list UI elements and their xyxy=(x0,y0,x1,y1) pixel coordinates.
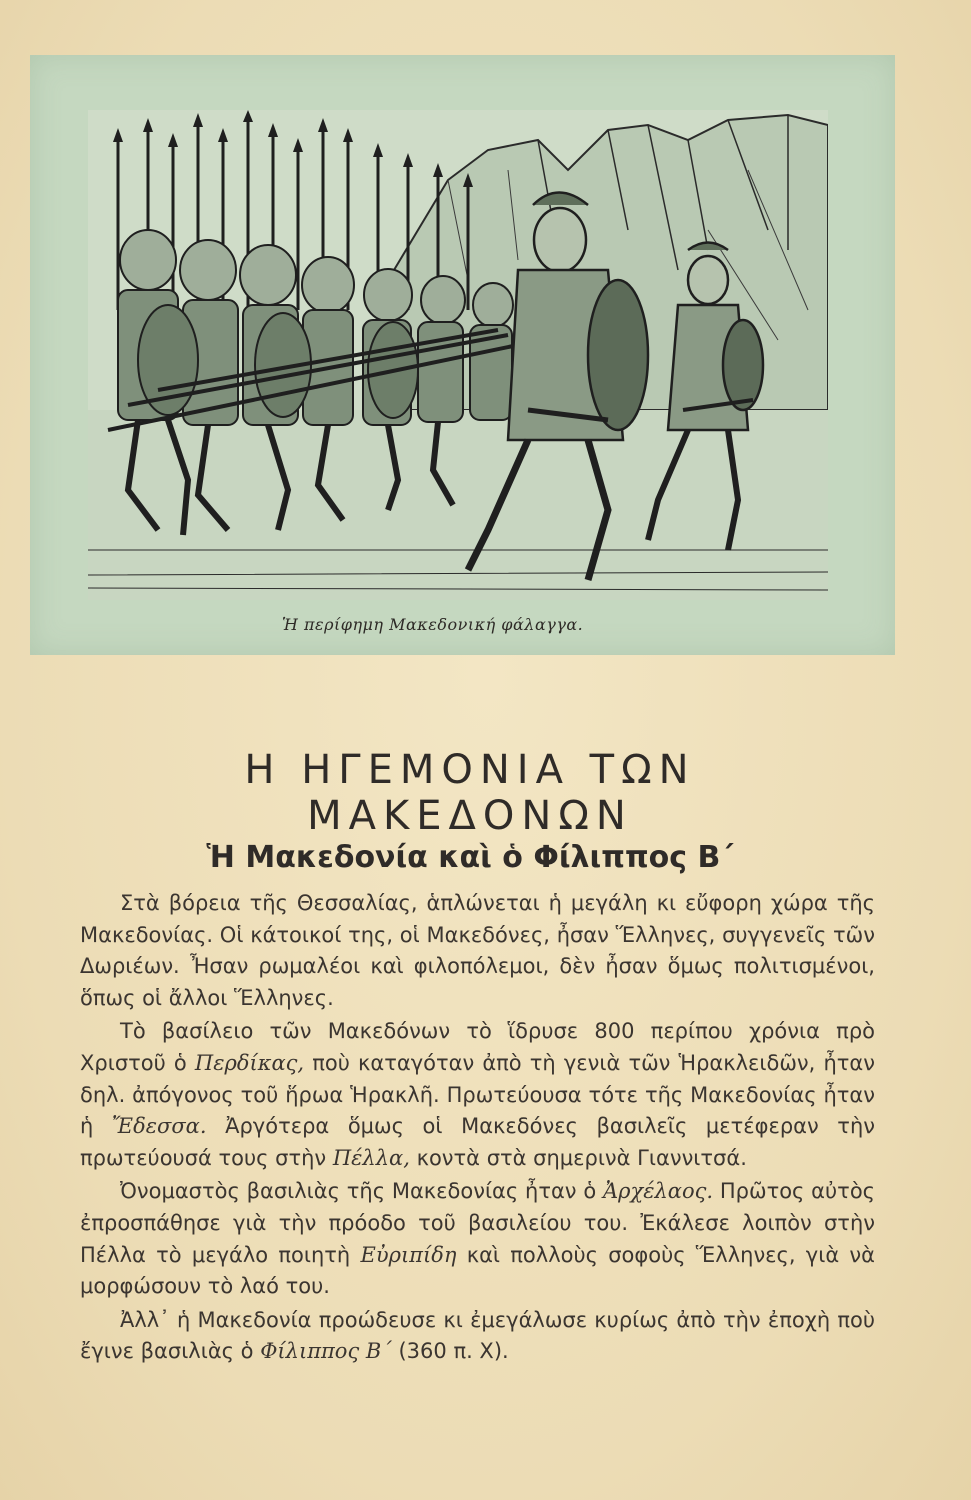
phalanx-engraving xyxy=(88,110,828,600)
text-run: κοντὰ στὰ σημερινὰ Γιαννιτσά. xyxy=(409,1145,747,1170)
italic-name: Περδίκας, xyxy=(194,1050,305,1075)
text-run: Πρῶτος αὐτὸς ἐπροσπάθησε γιὰ τὴν πρόοδο τοῦ βασιλείου του. Ἐκάλεσε λοιπὸν στὴν Πέλλα τὸ μεγάλο ποιητὴ xyxy=(80,1179,875,1267)
text-run: Ἀλλ᾿ ἡ Μακεδονία προώδευσε κι ἐμεγάλωσε κυρίως ἀπὸ τὴν ἐποχὴ ποὺ ἔγινε βασιλιὰς ὁ xyxy=(80,1307,875,1364)
section-subtitle: Ἡ Μακεδονία καὶ ὁ Φίλιππος Β΄ xyxy=(206,839,734,875)
text-run: Ἀργότερα ὅμως οἱ Μακεδόνες βασιλεῖς μετέφεραν τὴν πρωτεύουσά τους στὴν xyxy=(80,1114,875,1170)
text-run: καὶ πολλοὺς σοφοὺς Ἕλληνες, γιὰ νὰ μορφώσουν τὸ λαό του. xyxy=(80,1242,876,1299)
paragraph xyxy=(80,1176,875,1302)
italic-name: Ἀρχέλαος. xyxy=(602,1179,714,1204)
text-run: Τὸ βασίλειο τῶν Μακεδόνων τὸ ἵδρυσε 800 περίπου χρόνια πρὸ Χριστοῦ ὁ xyxy=(80,1019,875,1075)
italic-name: Πέλλα, xyxy=(332,1145,410,1170)
figure-caption: Ἡ περίφημη Μακεδονική φάλαγγα. xyxy=(282,615,584,634)
paragraph xyxy=(80,1016,875,1174)
text-run: (360 π. Χ). xyxy=(391,1339,509,1364)
paragraph xyxy=(80,1305,875,1368)
italic-name: Φίλιππος Β΄ xyxy=(260,1339,392,1364)
italic-name: Ἔδεσσα. xyxy=(111,1114,207,1139)
paragraph xyxy=(80,888,875,1014)
italic-name: Εὐριπίδη xyxy=(360,1242,457,1267)
body-text xyxy=(80,888,875,1368)
text-run: Στὰ βόρεια τῆς Θεσσαλίας, ἁπλώνεται ἡ μεγάλη κι εὔφορη χώρα τῆς Μακεδονίας. Οἱ κάτοικοί της, οἱ Μακεδόνες, ἦσαν Ἕλληνες, συγγενεῖς τῶν Δωριέων. Ἦσαν ρωμαλέοι καὶ φιλοπόλεμοι, δὲν ἦσαν ὅμως πολιτισμένοι, ὅπως οἱ ἄλλοι Ἕλληνες. xyxy=(80,891,875,1010)
text-run: ποὺ καταγόταν ἀπὸ τὴ γενιὰ τῶν Ἡρακλειδῶν, ἦταν δηλ. ἀπόγονος τοῦ ἥρωα Ἡρακλῆ. Πρωτεύουσα τότε τῆς Μακεδονίας ἦταν ἡ xyxy=(80,1050,875,1139)
text-run: Ὀνομαστὸς βασιλιὰς τῆς Μακεδονίας ἦταν ὁ xyxy=(120,1179,603,1204)
chapter-title: Η ΗΓΕΜΟΝΙΑ ΤΩΝ ΜΑΚΕΔΟΝΩΝ xyxy=(244,746,696,839)
